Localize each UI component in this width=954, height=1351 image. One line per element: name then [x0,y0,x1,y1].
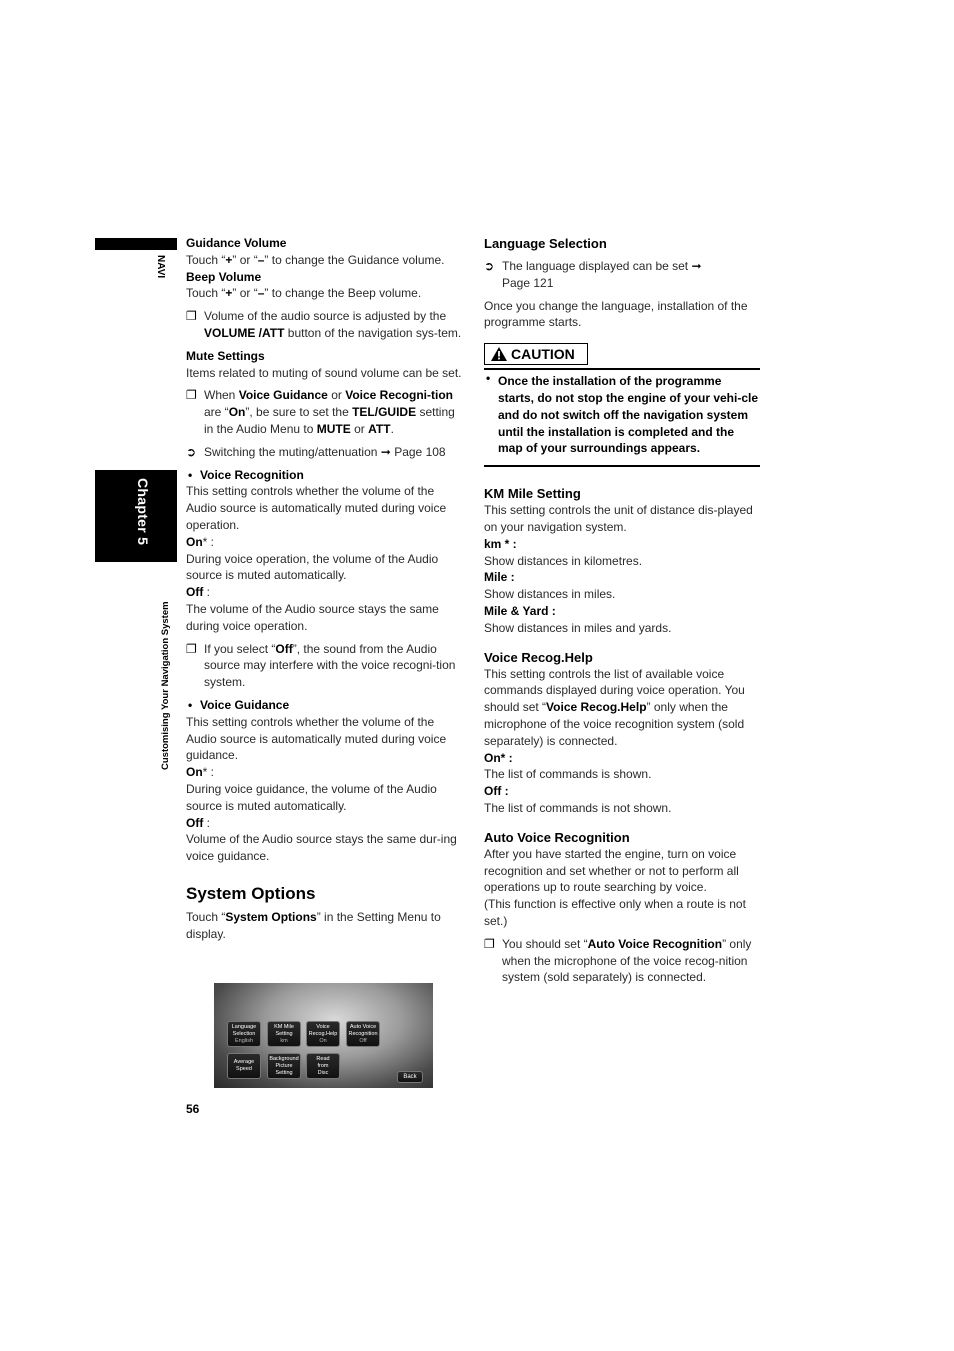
auto-voice-note: ❐ You should set “Auto Voice Recognition” only when the microphone of the voice recog-nition system (sold separately) is connected. [484,936,752,985]
voice-guidance-off-text: Volume of the Audio source stays the same dur-ing voice guidance. [186,832,457,864]
language-selection-reference: ➲ The language displayed can be set ➞ Page 121 [484,259,702,290]
menu-button-read-from-disc[interactable]: Read from Disc [306,1053,340,1079]
mile-yard-label: Mile & Yard : [484,603,556,618]
chapter-tab [95,470,177,562]
sidebar-navi-label: NAVI [155,255,166,279]
km-text: Show distances in kilometres. [484,553,643,568]
language-selection-text: Once you change the language, installation of the programme starts. [484,298,748,330]
voice-recognition-text: This setting controls whether the volume of the Audio source is automatically muted during voice operation. [186,484,447,532]
auto-voice-text2: (This function is effective only when a route is not set.) [484,897,746,928]
section-caption: Customising Your Navigation System [160,601,171,770]
guidance-volume-title: Guidance Volume [186,236,287,250]
voice-recognition-heading: • Voice Recognition [188,467,304,482]
checkbox-icon: ❐ [484,936,495,951]
voice-recognition-on: On* : [186,534,215,549]
km-mile-text: This setting controls the unit of distance dis-played on your navigation system. [484,503,753,534]
km-label: km * : [484,536,517,551]
menu-button-language-selection[interactable]: Language Selection English [227,1021,261,1047]
checkbox-icon: ❐ [186,641,197,656]
voice-recog-help-on-label: On* : [484,750,513,765]
right-column [484,235,760,986]
voice-guidance-on: On* : [186,765,215,780]
guidance-volume-text: Touch “+” or “–” to change the Guidance volume. [186,252,445,267]
mile-text: Show distances in miles. [484,587,616,602]
page-arrow-icon: ➞ [380,444,391,459]
caution-box [484,343,760,467]
system-options-text: Touch “System Options” in the Setting Menu to display. [186,909,441,941]
checkbox-icon: ❐ [186,388,197,403]
auto-voice-text: After you have started the engine, turn on voice recognition and set whether or not to perform all operations up to route searching by voice. [484,846,739,895]
mute-reference: ➲ Switching the muting/attenuation ➞ Page 108 [186,444,446,459]
voice-recognition-on-text: During voice operation, the volume of the Audio source is muted automatically. [186,551,439,583]
sidebar-top-bar [95,238,177,250]
menu-button-average-speed[interactable]: Average Speed [227,1053,261,1079]
voice-guidance-heading: • Voice Guidance [188,697,290,712]
language-selection-title: Language Selection [484,236,607,251]
voice-recognition-off-text: The volume of the Audio source stays the same during voice operation. [186,601,439,633]
page-arrow-icon: ➞ [691,259,702,273]
voice-guidance-off: Off : [186,815,210,830]
voice-recog-help-text: This setting controls the list of available voice commands displayed during voice operation. You should set “Voice Recog.Help” only when the microphone of the voice recognition system (sold separately) is connected. [484,666,745,748]
system-options-screenshot [214,983,433,1088]
voice-guidance-on-text: During voice guidance, the volume of the Audio source is muted automatically. [186,781,437,813]
menu-button-km-mile-setting[interactable]: KM Mile Setting km [267,1021,301,1047]
chapter-label: Chapter 5 [135,478,151,546]
caution-text: • Once the installation of the programme starts, do not stop the engine of your vehi-cle and do not switch off the navigation system until the installation is completed and the map of your surroundings appears. [486,371,759,456]
page-number: 56 [186,1102,200,1116]
checkbox-icon: ❐ [186,309,197,324]
reference-arrow-icon: ➲ [186,444,197,459]
voice-recognition-off: Off : [186,585,210,600]
voice-recog-help-title: Voice Recog.Help [484,649,593,665]
mile-label: Mile : [484,570,515,585]
voice-recog-help-off-label: Off : [484,784,509,799]
mute-settings-text: Items related to muting of sound volume can be set. [186,365,462,380]
volume-note: ❐ Volume of the audio source is adjusted by the VOLUME /ATT button of the navigation sys-tem. [186,309,462,340]
system-options-title: System Options [186,883,316,903]
menu-button-auto-voice-recognition[interactable]: Auto Voice Recognition Off [346,1021,380,1047]
voice-guidance-text: This setting controls whether the volume of the Audio source is automatically muted during voice guidance. [186,714,447,763]
menu-button-voice-recog-help[interactable]: Voice Recog.Help On [306,1021,340,1047]
left-column [186,235,464,942]
reference-arrow-icon: ➲ [484,259,495,273]
menu-back-button[interactable]: Back [397,1071,423,1083]
beep-volume-text: Touch “+” or “–” to change the Beep volume. [186,286,422,301]
mute-note: ❐ When Voice Guidance or Voice Recogni-tion are “On”, be sure to set the TEL/GUIDE setting in the Audio Menu to MUTE or ATT. [186,388,455,436]
caution-label: CAUTION [484,343,588,365]
voice-recognition-note: ❐ If you select “Off”, the sound from the Audio source may interfere with the voice recogni-tion system. [186,641,456,690]
voice-recog-help-on-text: The list of commands is shown. [484,767,652,782]
menu-button-background-picture[interactable]: Background Picture Setting [267,1053,301,1079]
mute-settings-title: Mute Settings [186,348,265,363]
mile-yard-text: Show distances in miles and yards. [484,620,672,635]
voice-recog-help-off-text: The list of commands is not shown. [484,800,672,815]
km-mile-title: KM Mile Setting [484,486,581,502]
auto-voice-title: Auto Voice Recognition [484,829,630,845]
warning-icon [491,347,507,361]
beep-volume-title: Beep Volume [186,269,262,284]
